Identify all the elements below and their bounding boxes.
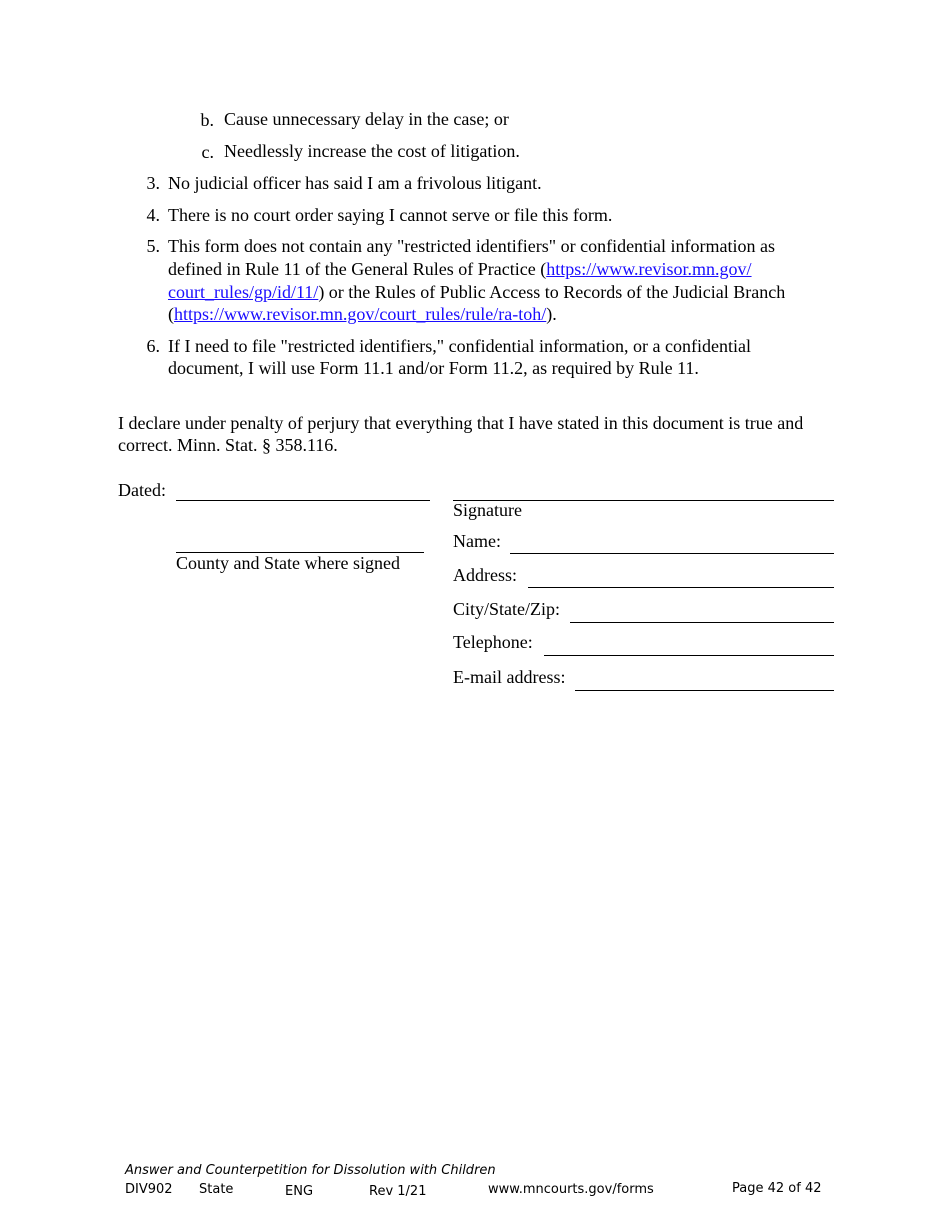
footer-jurisdiction: State (199, 1182, 234, 1197)
email-field[interactable] (575, 690, 834, 691)
footer-website: www.mncourts.gov/forms (488, 1182, 654, 1197)
rule-11-link[interactable]: https://www.revisor.mn.gov/ (546, 259, 752, 279)
city-state-zip-label: City/State/Zip: (453, 599, 560, 619)
list-item-3: No judicial officer has said I am a frivolous litigant. (168, 173, 542, 193)
signature-label: Signature (453, 500, 522, 520)
list-item-5-line-1: This form does not contain any "restricted identifiers" or confidential information as (168, 236, 776, 256)
dated-label: Dated: (118, 480, 166, 500)
name-label: Name: (453, 531, 501, 551)
list-item-4: There is no court order saying I cannot serve or file this form. (168, 205, 613, 225)
list-item-5-line-3: court_rules/gp/id/11/) or the Rules of Public Access to Records of the Judicial Branch (168, 282, 786, 302)
list-marker-6: 6. (146, 336, 160, 356)
city-state-zip-field[interactable] (570, 622, 834, 623)
list-item-c: Needlessly increase the cost of litigation. (224, 141, 520, 161)
declaration-line-1: I declare under penalty of perjury that everything that I have stated in this document is true and (118, 413, 804, 433)
name-field[interactable] (510, 553, 834, 554)
footer-form-title: Answer and Counterpetition for Dissolution with Children (125, 1163, 496, 1178)
list-item-6-line-1: If I need to file "restricted identifiers," confidential information, or a confidential (168, 336, 751, 356)
list-item-b: Cause unnecessary delay in the case; or (224, 109, 509, 129)
footer-form-code: DIV902 (125, 1182, 173, 1197)
list-marker-3: 3. (146, 173, 160, 193)
list-item-5-line-2: defined in Rule 11 of the General Rules of Practice (https://www.revisor.mn.gov/ (168, 259, 752, 279)
declaration-line-2: correct. Minn. Stat. § 358.116. (118, 435, 338, 455)
address-field[interactable] (528, 587, 834, 588)
dated-field[interactable] (176, 500, 430, 501)
footer-page-number: Page 42 of 42 (732, 1181, 822, 1196)
rule-11-link-continued[interactable]: court_rules/gp/id/11/ (168, 282, 319, 302)
address-label: Address: (453, 565, 517, 585)
list-marker-c: c. (201, 142, 214, 162)
list-marker-4: 4. (146, 205, 160, 225)
list-item-6-line-2: document, I will use Form 11.1 and/or Form 11.2, as required by Rule 11. (168, 358, 699, 378)
email-label: E-mail address: (453, 667, 566, 687)
list-item-5-line-4: (https://www.revisor.mn.gov/court_rules/rule/ra-toh/). (168, 304, 557, 324)
county-state-label: County and State where signed (176, 553, 400, 573)
public-access-rules-link[interactable]: https://www.revisor.mn.gov/court_rules/rule/ra-toh/ (174, 304, 547, 324)
telephone-field[interactable] (544, 655, 834, 656)
footer-language: ENG (285, 1184, 314, 1199)
list-marker-b: b. (200, 110, 214, 130)
footer-revision: Rev 1/21 (369, 1184, 427, 1199)
list-marker-5: 5. (146, 236, 160, 256)
telephone-label: Telephone: (453, 632, 533, 652)
